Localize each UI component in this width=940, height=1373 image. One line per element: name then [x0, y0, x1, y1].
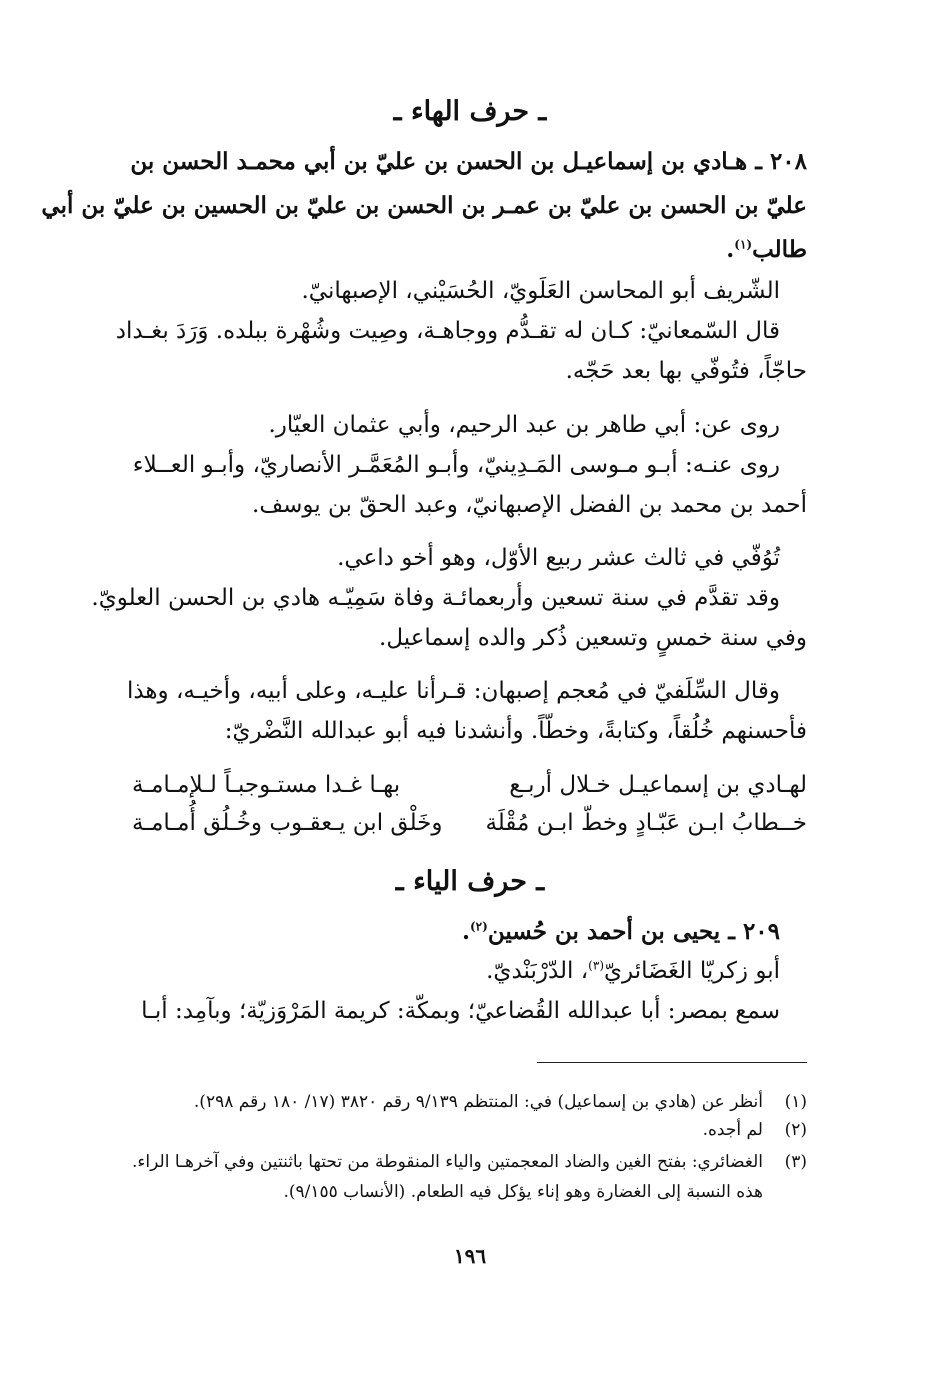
heading-letter-ya: ـ حرف الياء ـ: [395, 866, 545, 897]
entry-209-kunya: [132, 958, 780, 984]
verse-1-first-hemistich: لهـادي بن إسماعيـل خـلال أربـع: [509, 772, 807, 798]
verse-2-second-hemistich: وخَلْق ابن يـعقـوب وخُـلُق أُمـامـة: [132, 810, 443, 836]
poem-verse-2: [132, 810, 807, 836]
entry-209-line-1: [132, 918, 780, 945]
entry-209-name: ٢٠٩ ـ يحيى بن أحمد بن حُسين: [487, 918, 780, 945]
entry-208-name-end: طالب: [752, 236, 807, 263]
entry-208-narrated-from: روى عن: أبي طاهر بن عبد الرحيم، وأبي عثمان العيّار.: [268, 412, 780, 438]
footnote-divider: [537, 1062, 807, 1063]
entry-208-silafi-2: فأحسنهم خُلُقاً، وكتابةً، وخطّاً. وأنشدنا فيه أبو عبدالله النَّضْريّ:: [224, 718, 807, 744]
entry-208-samani-1: قال السّمعانيّ: كـان له تقـدُّم ووجاهـة، وصِيت وشُهْرة ببلده. وَرَدَ بغـداد: [115, 318, 780, 344]
footnote-3-text: الغضائري: بفتح الغين والضاد المعجمتين والياء المنقوطة من تحتها باثنتين وفي آخرهـا الراء.: [132, 1152, 763, 1172]
heading-letter-ha: ـ حرف الهاء ـ: [393, 96, 547, 127]
entry-209-kunya-a: أبو زكريّا الغَضَائريّ: [604, 958, 780, 984]
entry-208-line-3: [132, 236, 807, 263]
entry-208-silafi-1: وقال السِّلَفيّ في مُعجم إصبهان: قـرأنا عليـه، وعلى أبيه، وأخيـه، وهذا: [126, 678, 780, 704]
footnote-3-continuation: هذه النسبة إلى الغضارة وهو إناء يؤكل فيه الطعام. (الأنساب ٩/١٥٥).: [283, 1182, 763, 1202]
footnote-1-number: (١): [784, 1092, 807, 1112]
entry-208-death: تُوُفّي في ثالث عشر ربيع الأوّل، وهو أخو داعي.: [337, 545, 780, 571]
entry-208-line-1: ٢٠٨ ـ هـادي بن إسماعيـل بن الحسن بن عليّ بن أبي محمـد الحسن بن: [130, 148, 807, 175]
entry-209-line-1-end: .: [461, 918, 470, 945]
verse-1-second-hemistich: بهـا غـدا مستـوجبـاً لـلإمـامـة: [132, 772, 401, 798]
footnote-2: [127, 1120, 807, 1140]
page-number: ١٩٦: [453, 1244, 487, 1268]
entry-208-line-3-end: .: [726, 236, 735, 263]
entry-208-namesake: وقد تقدَّم في سنة تسعين وأربعمائـة وفاة سَمِيّـه هادي بن الحسن العلويّ.: [91, 585, 780, 611]
entry-208-narrators-2: أحمد بن محمد بن الفضل الإصبهانيّ، وعبد الحقّ بن يوسف.: [252, 492, 807, 518]
footnote-3: [127, 1152, 807, 1172]
footnote-ref-1: (١): [734, 237, 753, 252]
verse-2-first-hemistich: خــطابُ ابـن عَبّـادٍ وخطّ ابـن مُقْلَة: [485, 810, 807, 836]
footnote-2-text: لم أجده.: [702, 1120, 763, 1140]
entry-208-father: وفي سنة خمسٍ وتسعين ذُكر والده إسماعيل.: [379, 625, 807, 651]
footnote-1: [127, 1092, 807, 1112]
entry-209-kunya-b: ، الدّرْبَنْديّ.: [486, 958, 589, 984]
footnote-1-text: أنظر عن (هادي بن إسماعيل) في: المنتظم ٩/١٣٩ رقم ٣٨٢٠ (١٧/ ١٨٠ رقم ٢٩٨).: [193, 1092, 763, 1112]
footnote-ref-2: (٢): [469, 919, 488, 934]
entry-209-heard: سمع بمصر: أبا عبدالله القُضاعيّ؛ وبمكّة: كريمة المَرْوَزيّة؛ وبآمِد: أبـا: [141, 998, 780, 1024]
footnote-2-number: (٢): [784, 1120, 807, 1140]
footnote-3-number: (٣): [784, 1152, 807, 1172]
entry-208-nisba: الشّريف أبو المحاسن العَلَويّ، الحُسَيْني، الإصبهانيّ.: [301, 278, 780, 304]
footnote-ref-3: (٣): [588, 958, 604, 973]
entry-208-narrators-1: روى عنـه: أبـو مـوسى المَـدِينيّ، وأبـو المُعَمَّـر الأنصاريّ، وأبـو العــلاء: [132, 452, 780, 478]
poem-verse-1: [132, 772, 807, 798]
entry-208-samani-2: حاجّاً، فتُوفّي بها بعد حَجّه.: [565, 358, 807, 384]
entry-208-line-2: عليّ بن الحسن بن عليّ بن عمـر بن الحسن بن عليّ بن الحسين بن عليّ بن أبي: [41, 192, 807, 219]
